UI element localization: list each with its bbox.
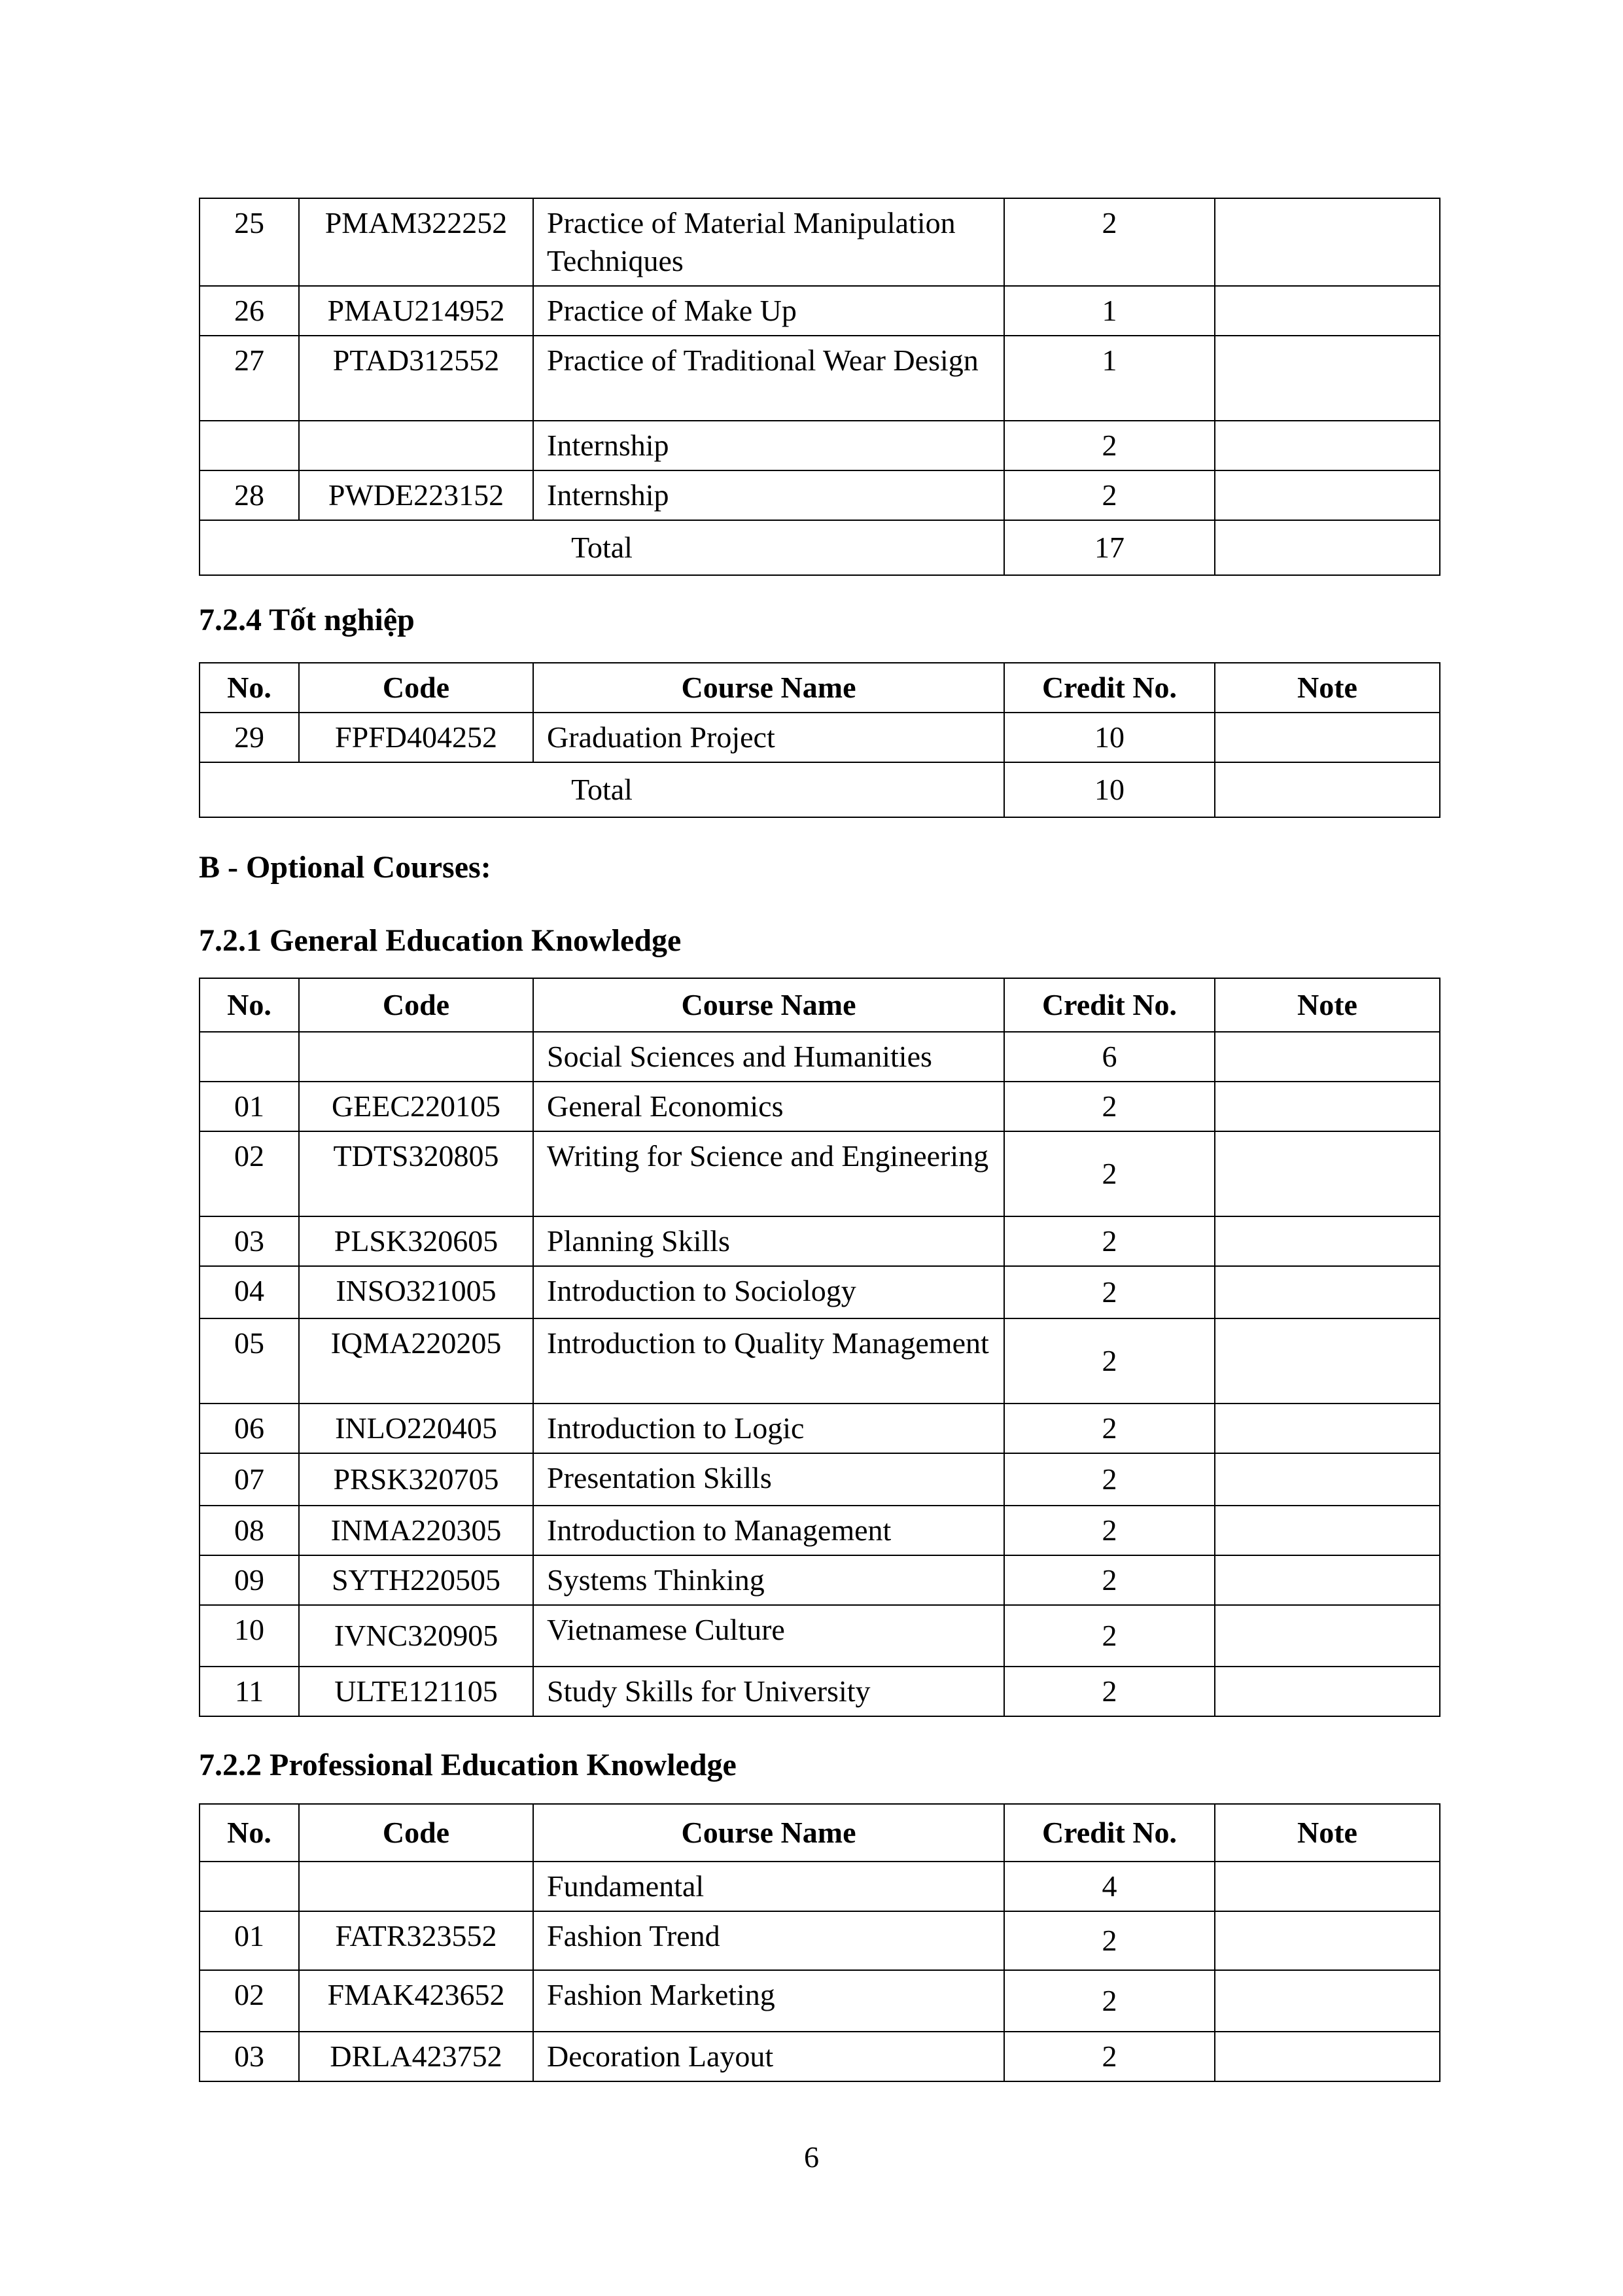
cell-code: PTAD312552 bbox=[299, 336, 533, 421]
table-row-group bbox=[200, 1032, 1440, 1082]
optional-courses-heading: B - Optional Courses: bbox=[199, 850, 491, 885]
header-course-name: Course Name bbox=[533, 978, 1004, 1032]
cell-note bbox=[1215, 421, 1440, 470]
cell-code: SYTH220505 bbox=[299, 1555, 533, 1605]
cell-course-name: Planning Skills bbox=[533, 1216, 1004, 1266]
cell-credit: 2 bbox=[1004, 1266, 1215, 1318]
cell-credit: 10 bbox=[1004, 713, 1215, 762]
table-row bbox=[200, 1266, 1440, 1318]
cell-credit: 2 bbox=[1004, 1318, 1215, 1404]
page-number: 6 bbox=[804, 2140, 819, 2174]
cell-note bbox=[1215, 1404, 1440, 1453]
cell-no: 01 bbox=[200, 1911, 299, 1970]
header-no: No. bbox=[200, 978, 299, 1032]
total-value: 10 bbox=[1004, 762, 1215, 817]
cell-credit: 2 bbox=[1004, 1970, 1215, 2032]
cell-course-name: Writing for Science and Engineering bbox=[533, 1131, 1004, 1216]
cell-code: INLO220405 bbox=[299, 1404, 533, 1453]
cell-no: 11 bbox=[200, 1667, 299, 1716]
cell-credit: 2 bbox=[1004, 2032, 1215, 2081]
section-heading-7-2-4: 7.2.4 Tốt nghiệp bbox=[199, 603, 415, 637]
cell-note bbox=[1215, 2032, 1440, 2081]
total-label: Total bbox=[200, 520, 1004, 575]
header-credit: Credit No. bbox=[1004, 1804, 1215, 1862]
cell-course-name: Decoration Layout bbox=[533, 2032, 1004, 2081]
table-row bbox=[200, 1506, 1440, 1555]
cell-note bbox=[1215, 1032, 1440, 1082]
header-code: Code bbox=[299, 978, 533, 1032]
cell-group-credit: 6 bbox=[1004, 1032, 1215, 1082]
cell-course-name: Internship bbox=[533, 470, 1004, 520]
table-header-row bbox=[200, 663, 1440, 713]
table-header-row bbox=[200, 1804, 1440, 1862]
cell-group-credit: 4 bbox=[1004, 1862, 1215, 1911]
table-row bbox=[200, 713, 1440, 762]
cell-code bbox=[299, 1032, 533, 1082]
cell-note bbox=[1215, 1131, 1440, 1216]
header-no: No. bbox=[200, 663, 299, 713]
cell-group-name: Social Sciences and Humanities bbox=[533, 1032, 1004, 1082]
cell-code: PRSK320705 bbox=[299, 1453, 533, 1506]
cell-no: 06 bbox=[200, 1404, 299, 1453]
cell-credit: 1 bbox=[1004, 336, 1215, 421]
table-row bbox=[200, 1667, 1440, 1716]
cell-credit: 2 bbox=[1004, 1216, 1215, 1266]
table-row bbox=[200, 1318, 1440, 1404]
table-total-row bbox=[200, 762, 1440, 817]
header-code: Code bbox=[299, 1804, 533, 1862]
total-value: 17 bbox=[1004, 520, 1215, 575]
cell-group-name: Fundamental bbox=[533, 1862, 1004, 1911]
header-course-name: Course Name bbox=[533, 1804, 1004, 1862]
cell-course-name: Introduction to Quality Management bbox=[533, 1318, 1004, 1404]
cell-credit: 2 bbox=[1004, 198, 1215, 286]
cell-code: FMAK423652 bbox=[299, 1970, 533, 2032]
cell-no bbox=[200, 1032, 299, 1082]
table-row bbox=[200, 198, 1440, 286]
cell-note bbox=[1215, 1318, 1440, 1404]
cell-note bbox=[1215, 1555, 1440, 1605]
cell-code: PMAM322252 bbox=[299, 198, 533, 286]
cell-course-name: Introduction to Sociology bbox=[533, 1266, 1004, 1318]
cell-course-name: Introduction to Logic bbox=[533, 1404, 1004, 1453]
cell-credit: 2 bbox=[1004, 1404, 1215, 1453]
table-row bbox=[200, 1911, 1440, 1970]
cell-no: 26 bbox=[200, 286, 299, 336]
table-row bbox=[200, 1555, 1440, 1605]
table-row bbox=[200, 1453, 1440, 1506]
cell-no: 27 bbox=[200, 336, 299, 421]
cell-no: 03 bbox=[200, 2032, 299, 2081]
cell-code: TDTS320805 bbox=[299, 1131, 533, 1216]
cell-no: 29 bbox=[200, 713, 299, 762]
cell-no: 25 bbox=[200, 198, 299, 286]
cell-code: FPFD404252 bbox=[299, 713, 533, 762]
cell-note bbox=[1215, 1605, 1440, 1667]
cell-no: 02 bbox=[200, 1131, 299, 1216]
cell-note bbox=[1215, 1970, 1440, 2032]
table-professional-education bbox=[199, 1803, 1440, 2082]
cell-credit: 2 bbox=[1004, 1605, 1215, 1667]
header-note: Note bbox=[1215, 1804, 1440, 1862]
cell-code: IVNC320905 bbox=[299, 1605, 533, 1667]
cell-note bbox=[1215, 198, 1440, 286]
table-general-education bbox=[199, 978, 1440, 1717]
header-credit: Credit No. bbox=[1004, 663, 1215, 713]
cell-code: FATR323552 bbox=[299, 1911, 533, 1970]
table-row bbox=[200, 1605, 1440, 1667]
cell-note bbox=[1215, 470, 1440, 520]
cell-code: GEEC220105 bbox=[299, 1082, 533, 1131]
cell-course-name: Systems Thinking bbox=[533, 1555, 1004, 1605]
table-graduation bbox=[199, 662, 1440, 818]
table-practice-courses bbox=[199, 198, 1440, 576]
cell-no: 09 bbox=[200, 1555, 299, 1605]
table-row bbox=[200, 1404, 1440, 1453]
cell-course-name: Vietnamese Culture bbox=[533, 1605, 1004, 1667]
cell-no: 07 bbox=[200, 1453, 299, 1506]
cell-course-name: Presentation Skills bbox=[533, 1453, 1004, 1506]
cell-credit: 2 bbox=[1004, 1667, 1215, 1716]
cell-course-name: Introduction to Management bbox=[533, 1506, 1004, 1555]
cell-no: 28 bbox=[200, 470, 299, 520]
header-code: Code bbox=[299, 663, 533, 713]
cell-credit: 2 bbox=[1004, 1082, 1215, 1131]
cell-code: INMA220305 bbox=[299, 1506, 533, 1555]
cell-course-name: Practice of Traditional Wear Design bbox=[533, 336, 1004, 421]
cell-course-name: Fashion Marketing bbox=[533, 1970, 1004, 2032]
cell-code: IQMA220205 bbox=[299, 1318, 533, 1404]
cell-code: PWDE223152 bbox=[299, 470, 533, 520]
cell-credit: 2 bbox=[1004, 1131, 1215, 1216]
cell-no bbox=[200, 1862, 299, 1911]
cell-no: 01 bbox=[200, 1082, 299, 1131]
cell-course-name: Study Skills for University bbox=[533, 1667, 1004, 1716]
cell-course-name: General Economics bbox=[533, 1082, 1004, 1131]
table-row bbox=[200, 1216, 1440, 1266]
cell-code: PLSK320605 bbox=[299, 1216, 533, 1266]
table-row-group bbox=[200, 1862, 1440, 1911]
cell-code: ULTE121105 bbox=[299, 1667, 533, 1716]
cell-note bbox=[1215, 1453, 1440, 1506]
table-row bbox=[200, 336, 1440, 421]
cell-note bbox=[1215, 713, 1440, 762]
table-row bbox=[200, 1131, 1440, 1216]
header-note: Note bbox=[1215, 978, 1440, 1032]
cell-note bbox=[1215, 1862, 1440, 1911]
cell-note bbox=[1215, 286, 1440, 336]
cell-course-name: Fashion Trend bbox=[533, 1911, 1004, 1970]
section-heading-7-2-2: 7.2.2 Professional Education Knowledge bbox=[199, 1748, 737, 1782]
cell-course-name: Practice of Material Manipulation Techniques bbox=[533, 198, 1004, 286]
cell-credit: 2 bbox=[1004, 470, 1215, 520]
table-row bbox=[200, 1970, 1440, 2032]
cell-no: 02 bbox=[200, 1970, 299, 2032]
header-note: Note bbox=[1215, 663, 1440, 713]
cell-no bbox=[200, 421, 299, 470]
cell-credit: 1 bbox=[1004, 286, 1215, 336]
cell-note bbox=[1215, 1911, 1440, 1970]
cell-note bbox=[1215, 762, 1440, 817]
total-label: Total bbox=[200, 762, 1004, 817]
table-row bbox=[200, 1082, 1440, 1131]
cell-group-name: Internship bbox=[533, 421, 1004, 470]
section-heading-7-2-1: 7.2.1 General Education Knowledge bbox=[199, 923, 682, 958]
cell-note bbox=[1215, 336, 1440, 421]
cell-note bbox=[1215, 1082, 1440, 1131]
cell-credit: 2 bbox=[1004, 1911, 1215, 1970]
cell-credit: 2 bbox=[1004, 1506, 1215, 1555]
cell-code bbox=[299, 421, 533, 470]
cell-note bbox=[1215, 1667, 1440, 1716]
table-header-row bbox=[200, 978, 1440, 1032]
cell-note bbox=[1215, 1216, 1440, 1266]
table-row bbox=[200, 470, 1440, 520]
cell-course-name: Graduation Project bbox=[533, 713, 1004, 762]
cell-note bbox=[1215, 520, 1440, 575]
table-row-group bbox=[200, 421, 1440, 470]
table-row bbox=[200, 2032, 1440, 2081]
cell-credit: 2 bbox=[1004, 1555, 1215, 1605]
cell-code: PMAU214952 bbox=[299, 286, 533, 336]
cell-course-name: Practice of Make Up bbox=[533, 286, 1004, 336]
table-row bbox=[200, 286, 1440, 336]
cell-note bbox=[1215, 1266, 1440, 1318]
cell-note bbox=[1215, 1506, 1440, 1555]
cell-group-credit: 2 bbox=[1004, 421, 1215, 470]
cell-no: 04 bbox=[200, 1266, 299, 1318]
header-course-name: Course Name bbox=[533, 663, 1004, 713]
cell-credit: 2 bbox=[1004, 1453, 1215, 1506]
cell-code: INSO321005 bbox=[299, 1266, 533, 1318]
cell-no: 03 bbox=[200, 1216, 299, 1266]
cell-code: DRLA423752 bbox=[299, 2032, 533, 2081]
cell-no: 05 bbox=[200, 1318, 299, 1404]
cell-no: 10 bbox=[200, 1605, 299, 1667]
header-credit: Credit No. bbox=[1004, 978, 1215, 1032]
table-total-row bbox=[200, 520, 1440, 575]
cell-no: 08 bbox=[200, 1506, 299, 1555]
cell-code bbox=[299, 1862, 533, 1911]
header-no: No. bbox=[200, 1804, 299, 1862]
